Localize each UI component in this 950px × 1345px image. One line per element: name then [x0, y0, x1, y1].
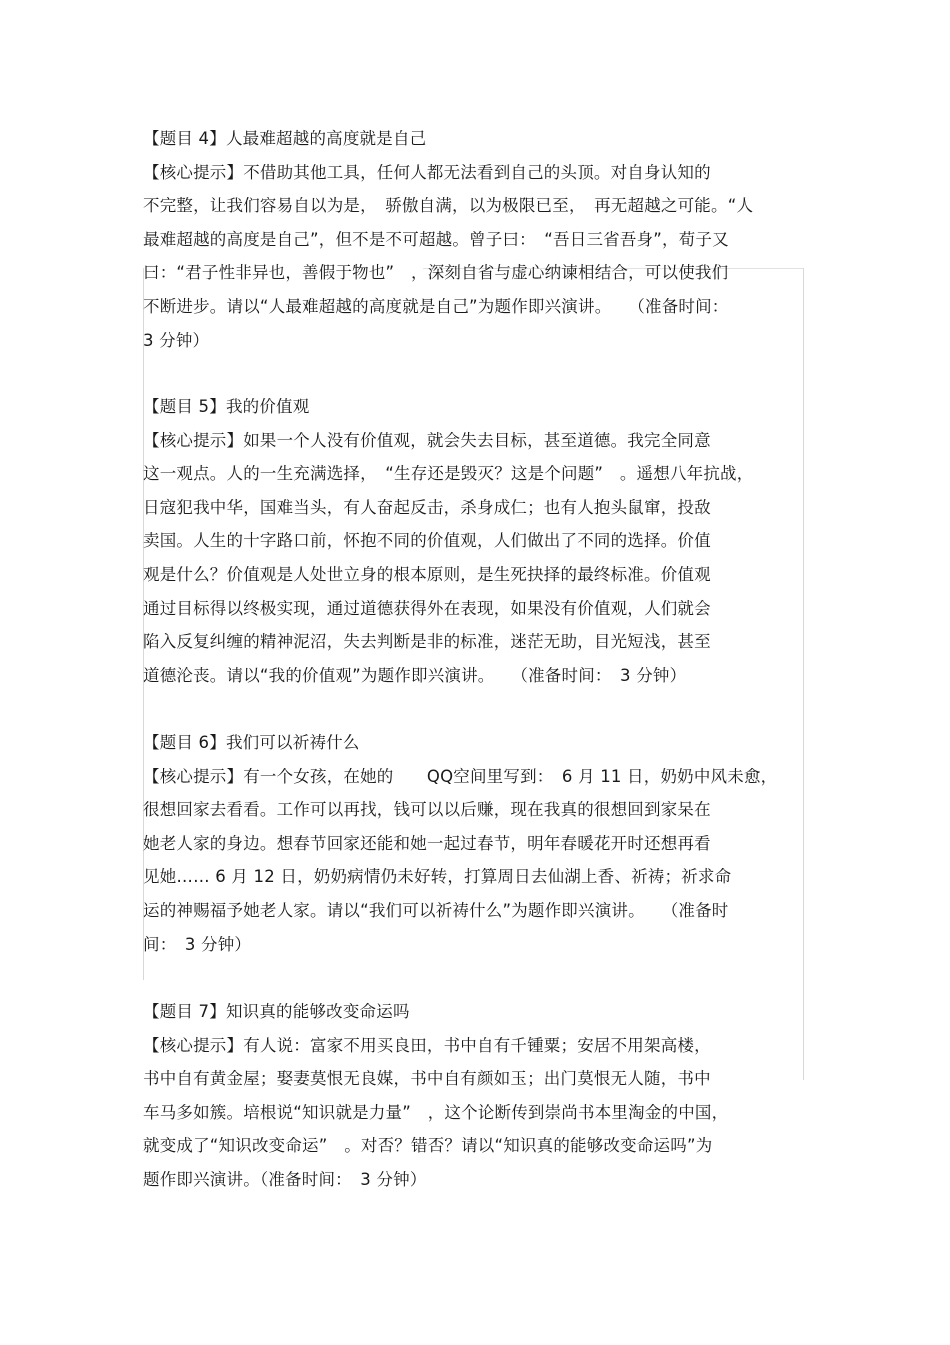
topic-5-line-2: 这一观点。人的一生充满选择， “生存还是毁灭？这是个问题” 。遥想八年抗战，: [143, 464, 754, 484]
topic-7-line-4: 就变成了“知识改变命运” 。对否？错否？请以“知识真的能够改变命运吗”为: [143, 1136, 713, 1156]
topic-4-line-2: 不完整，让我们容易自以为是， 骄傲自满，以为极限已至， 再无超越之可能。“人: [143, 196, 754, 216]
topic-4-line-1: 【核心提示】不借助其他工具，任何人都无法看到自己的头顶。对自身认知的: [143, 162, 711, 182]
topic-4-line-6: 3 分钟）: [143, 330, 210, 350]
topic-7: [143, 995, 808, 1197]
topic-6-line-5: 运的神赐福予她老人家。请以“我们可以祈祷什么”为题作即兴演讲。 （准备时: [143, 900, 729, 920]
topic-5-line-8: 道德沦丧。请以“我的价值观”为题作即兴演讲。 （准备时间： 3 分钟）: [143, 665, 687, 685]
topic-5-line-1: 【核心提示】如果一个人没有价值观，就会失去目标，甚至道德。我完全同意: [143, 430, 711, 450]
topic-7-line-3: 车马多如簇。培根说“知识就是力量” ，这个论断传到崇尚书本里淘金的中国，: [143, 1102, 729, 1122]
topic-5-line-6: 通过目标得以终极实现，通过道德获得外在表现，如果没有价值观，人们就会: [143, 598, 711, 618]
topic-6: [143, 726, 808, 961]
topic-4: [143, 122, 808, 357]
topic-5: [143, 390, 808, 692]
topic-5-line-3: 日寇犯我中华，国难当头，有人奋起反击，杀身成仁；也有人抱头鼠窜，投敌: [143, 497, 711, 517]
topic-5-line-5: 观是什么？价值观是人处世立身的根本原则，是生死抉择的最终标准。价值观: [143, 564, 711, 584]
topic-5-line-4: 卖国。人生的十字路口前，怀抱不同的价值观，人们做出了不同的选择。价值: [143, 531, 711, 551]
topic-6-line-2: 很想回家去看看。工作可以再找，钱可以以后赚，现在我真的很想回到家呆在: [143, 800, 711, 820]
topic-4-title: 【题目 4】人最难超越的高度就是自己: [143, 129, 427, 148]
topic-4-line-5: 不断进步。请以“人最难超越的高度就是自己”为题作即兴演讲。 （准备时间：: [143, 296, 729, 316]
topic-6-line-4: 见她…… 6 月 12 日，奶奶病情仍未好转，打算周日去仙湖上香、祈祷；祈求命: [143, 867, 732, 887]
topic-4-line-4: 曰：“君子性非异也，善假于物也” ，深刻自省与虚心纳谏相结合，可以使我们: [143, 263, 729, 283]
topic-6-line-3: 她老人家的身边。想春节回家还能和她一起过春节，明年春暖花开时还想再看: [143, 833, 711, 853]
topic-5-title: 【题目 5】我的价值观: [143, 397, 310, 416]
topic-6-line-6: 间： 3 分钟）: [143, 934, 252, 954]
topic-7-line-2: 书中自有黄金屋；娶妻莫恨无良媒，书中自有颜如玉；出门莫恨无人随，书中: [143, 1069, 711, 1089]
topic-5-line-7: 陷入反复纠缠的精神泥沼，失去判断是非的标准，迷茫无助，目光短浅，甚至: [143, 632, 711, 652]
topic-7-line-5: 题作即兴演讲。（准备时间： 3 分钟）: [143, 1169, 427, 1189]
topic-4-line-3: 最难超越的高度是自己”，但不是不可超越。曾子曰： “吾日三省吾身”，荀子又: [143, 229, 729, 249]
topic-6-title: 【题目 6】我们可以祈祷什么: [143, 733, 360, 752]
topic-6-line-1: 【核心提示】有一个女孩，在她的 QQ空间里写到： 6 月 11 日，奶奶中风未愈，: [143, 766, 778, 786]
topic-7-line-1: 【核心提示】有人说：富家不用买良田，书中自有千锺粟；安居不用架高楼，: [143, 1035, 711, 1055]
topic-7-title: 【题目 7】知识真的能够改变命运吗: [143, 1002, 410, 1021]
